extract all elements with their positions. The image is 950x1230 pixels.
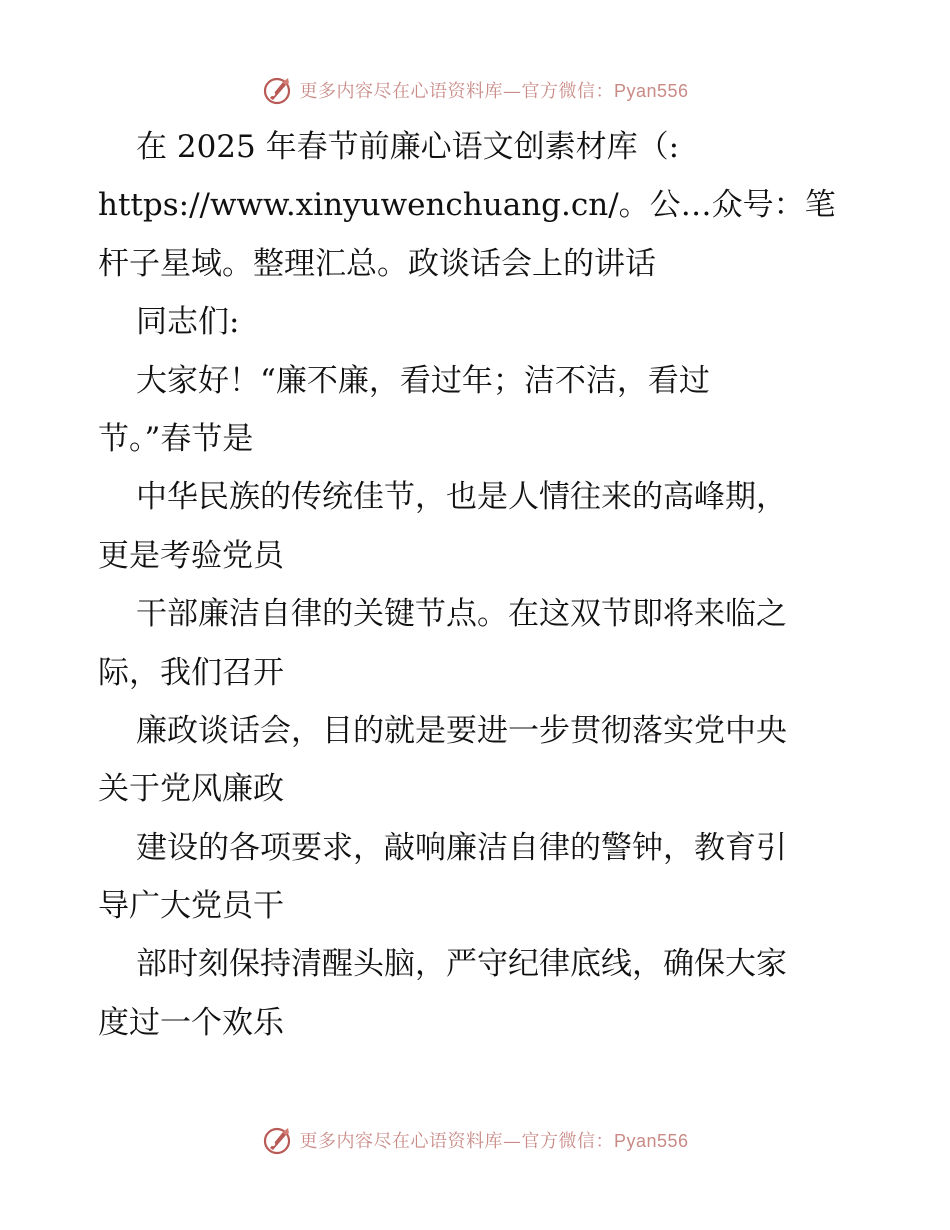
body-line: 际，我们召开 bbox=[98, 654, 284, 691]
footer-watermark-text: 更多内容尽在心语资料库—官方微信：Pyan556 bbox=[299, 1131, 689, 1152]
body-line: 干部廉洁自律的关键节点。在这双节即将来临之 bbox=[136, 596, 787, 633]
body-line: 杆子星域。整理汇总。政谈话会上的讲话 bbox=[98, 245, 656, 282]
header-watermark-banner bbox=[0, 70, 950, 110]
body-line: 中华民族的传统佳节，也是人情往来的高峰期， bbox=[136, 479, 787, 516]
body-line: 大家好！“廉不廉，看过年；洁不洁，看过 bbox=[136, 362, 710, 399]
header-watermark-text: 更多内容尽在心语资料库—官方微信：Pyan556 bbox=[299, 81, 689, 102]
body-line: 建设的各项要求，敲响廉洁自律的警钟，教育引 bbox=[136, 829, 787, 866]
body-line: 导广大党员干 bbox=[98, 888, 284, 925]
body-line: 廉政谈话会，目的就是要进一步贯彻落实党中央 bbox=[136, 712, 787, 749]
quill-pen-logo-icon bbox=[261, 74, 293, 106]
document-body bbox=[98, 118, 858, 1052]
body-line: https://www.xinyuwenchuang.cn/。公…众号：笔 bbox=[98, 187, 836, 224]
body-line: 关于党风廉政 bbox=[98, 771, 284, 808]
body-line: 节。”春节是 bbox=[98, 420, 254, 457]
body-line: 部时刻保持清醒头脑，严守纪律底线，确保大家 bbox=[136, 946, 787, 983]
body-line: 度过一个欢乐 bbox=[98, 1004, 284, 1041]
body-line: 更是考验党员 bbox=[98, 537, 284, 574]
salutation-line: 同志们: bbox=[136, 304, 240, 341]
footer-watermark-banner bbox=[0, 1120, 950, 1160]
quill-pen-logo-icon bbox=[261, 1124, 293, 1156]
body-line: 在 2025 年春节前廉心语文创素材库（: bbox=[136, 129, 680, 165]
